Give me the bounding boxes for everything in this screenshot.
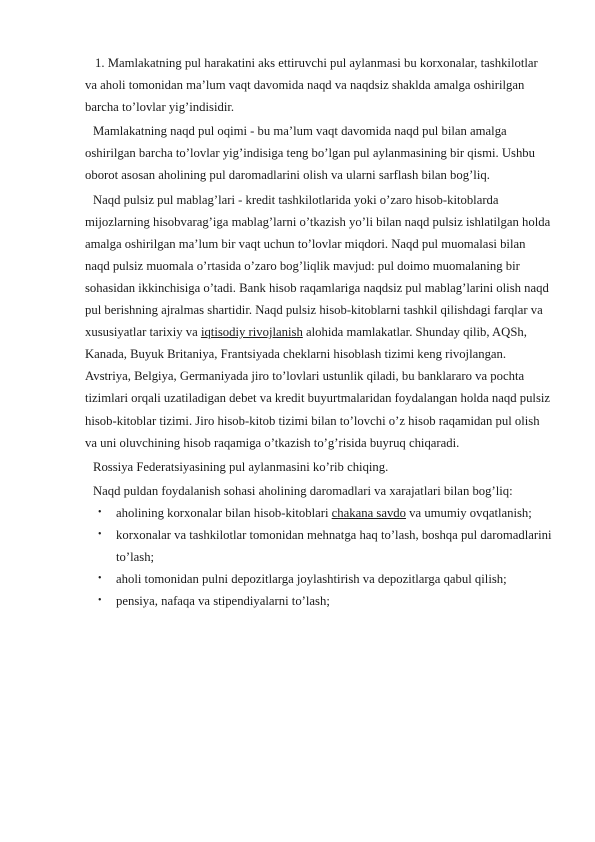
list-item bbox=[85, 568, 552, 590]
paragraph-text: Mamlakatning naqd pul oqimi - bu ma’lum vaqt davomida naqd pul bilan amalga oshirilgan barcha to’lovlar yig’indisiga teng bo’lgan pul aylanmasining bir qismi. Ushbu oborot asosan aholining pul daromadlarini olish va ularni sarflash bilan bog’liq. bbox=[85, 124, 535, 183]
list-item-text: korxonalar va tashkilotlar tomonidan mehnatga haq to’lash, boshqa pul daromadlarini to’lash; bbox=[116, 527, 552, 565]
list-item-text: aholining korxonalar bilan hisob-kitoblari bbox=[116, 505, 332, 520]
paragraph-text: 1. Mamlakatning pul harakatini aks ettiruvchi pul aylanmasi bu korxonalar, tashkilotlar va aholi tomonidan ma’lum vaqt davomida naqd va naqdsiz shaklda amalga oshirilgan barcha to’lovlar yig’indisidir. bbox=[85, 56, 538, 115]
list-item-text: va umumiy ovqatlanish; bbox=[406, 505, 532, 520]
list-item bbox=[85, 590, 552, 612]
bullet-icon: • bbox=[98, 506, 102, 518]
paragraph-cash-flow bbox=[85, 120, 552, 186]
bullet-list bbox=[85, 502, 552, 612]
paragraph-text: alohida mamlakatlar. Shunday qilib, AQSh, Kanada, Buyuk Britaniya, Frantsiyada cheklarni hisoblash tizimi keng rivojlangan. Avstriya, Belgiya, Germaniyada jiro to’lovlari ustunlik qiladi, bu banklararo va pochta tizimlari orqali uzatiladigan debet va kredit buyurtmalaridan foydalangan holda naqd pulsiz hisob-kitoblar tizimi. Jiro hisob-kitob tizimi bilan to’lovchi o’z hisob raqamidan pul olish va uni oluvchining hisob raqamiga o’tkazish to’g’risida buyruq chiqaradi. bbox=[85, 325, 551, 450]
paragraph-money-circulation bbox=[85, 52, 552, 118]
bullet-icon: • bbox=[98, 595, 102, 607]
economic-development-link[interactable]: iqtisodiy rivojlanish bbox=[200, 325, 303, 340]
paragraph-text: Naqd pulsiz pul mablag’lari - kredit tashkilotlarida yoki o’zaro hisob-kitoblarda mijozlarning hisobvarag’iga mablag’larni o’tkazish yo’li bilan naqd pulsiz ishlatilgan holda amalga oshirilgan ma’lum bir vaqt uchun to’lovlar miqdori. Naqd pul muomalasi bilan naqd pulsiz muomala o’rtasida o’zaro bog’liqlik mavjud: pul doimo muomalaning bir sohasidan ikkinchisiga o’tadi. Bank hisob raqamlariga naqdsiz pul mablag’larini olish naqd pul berishning ajralmas shartidir. Naqd pulsiz hisob-kitoblarni tashkil qilishdagi farqlar va xususiyatlar tarixiy va bbox=[85, 192, 551, 340]
retail-trade-link[interactable]: chakana savdo bbox=[331, 505, 406, 520]
paragraph-russia bbox=[85, 456, 552, 478]
bullet-icon: • bbox=[98, 528, 102, 540]
document-page bbox=[85, 52, 552, 612]
paragraph-cash-usage bbox=[85, 480, 552, 502]
list-item-text: aholi tomonidan pulni depozitlarga joylashtirish va depozitlarga qabul qilish; bbox=[116, 572, 507, 587]
list-item bbox=[85, 524, 552, 568]
list-item-text: pensiya, nafaqa va stipendiyalarni to’lash; bbox=[116, 594, 330, 609]
bullet-icon: • bbox=[98, 573, 102, 585]
paragraph-text: Rossiya Federatsiyasining pul aylanmasini ko’rib chiqing. bbox=[93, 459, 389, 474]
paragraph-cashless-funds bbox=[85, 189, 552, 454]
list-item bbox=[85, 502, 552, 524]
paragraph-text: Naqd puldan foydalanish sohasi aholining daromadlari va xarajatlari bilan bog’liq: bbox=[93, 483, 513, 498]
